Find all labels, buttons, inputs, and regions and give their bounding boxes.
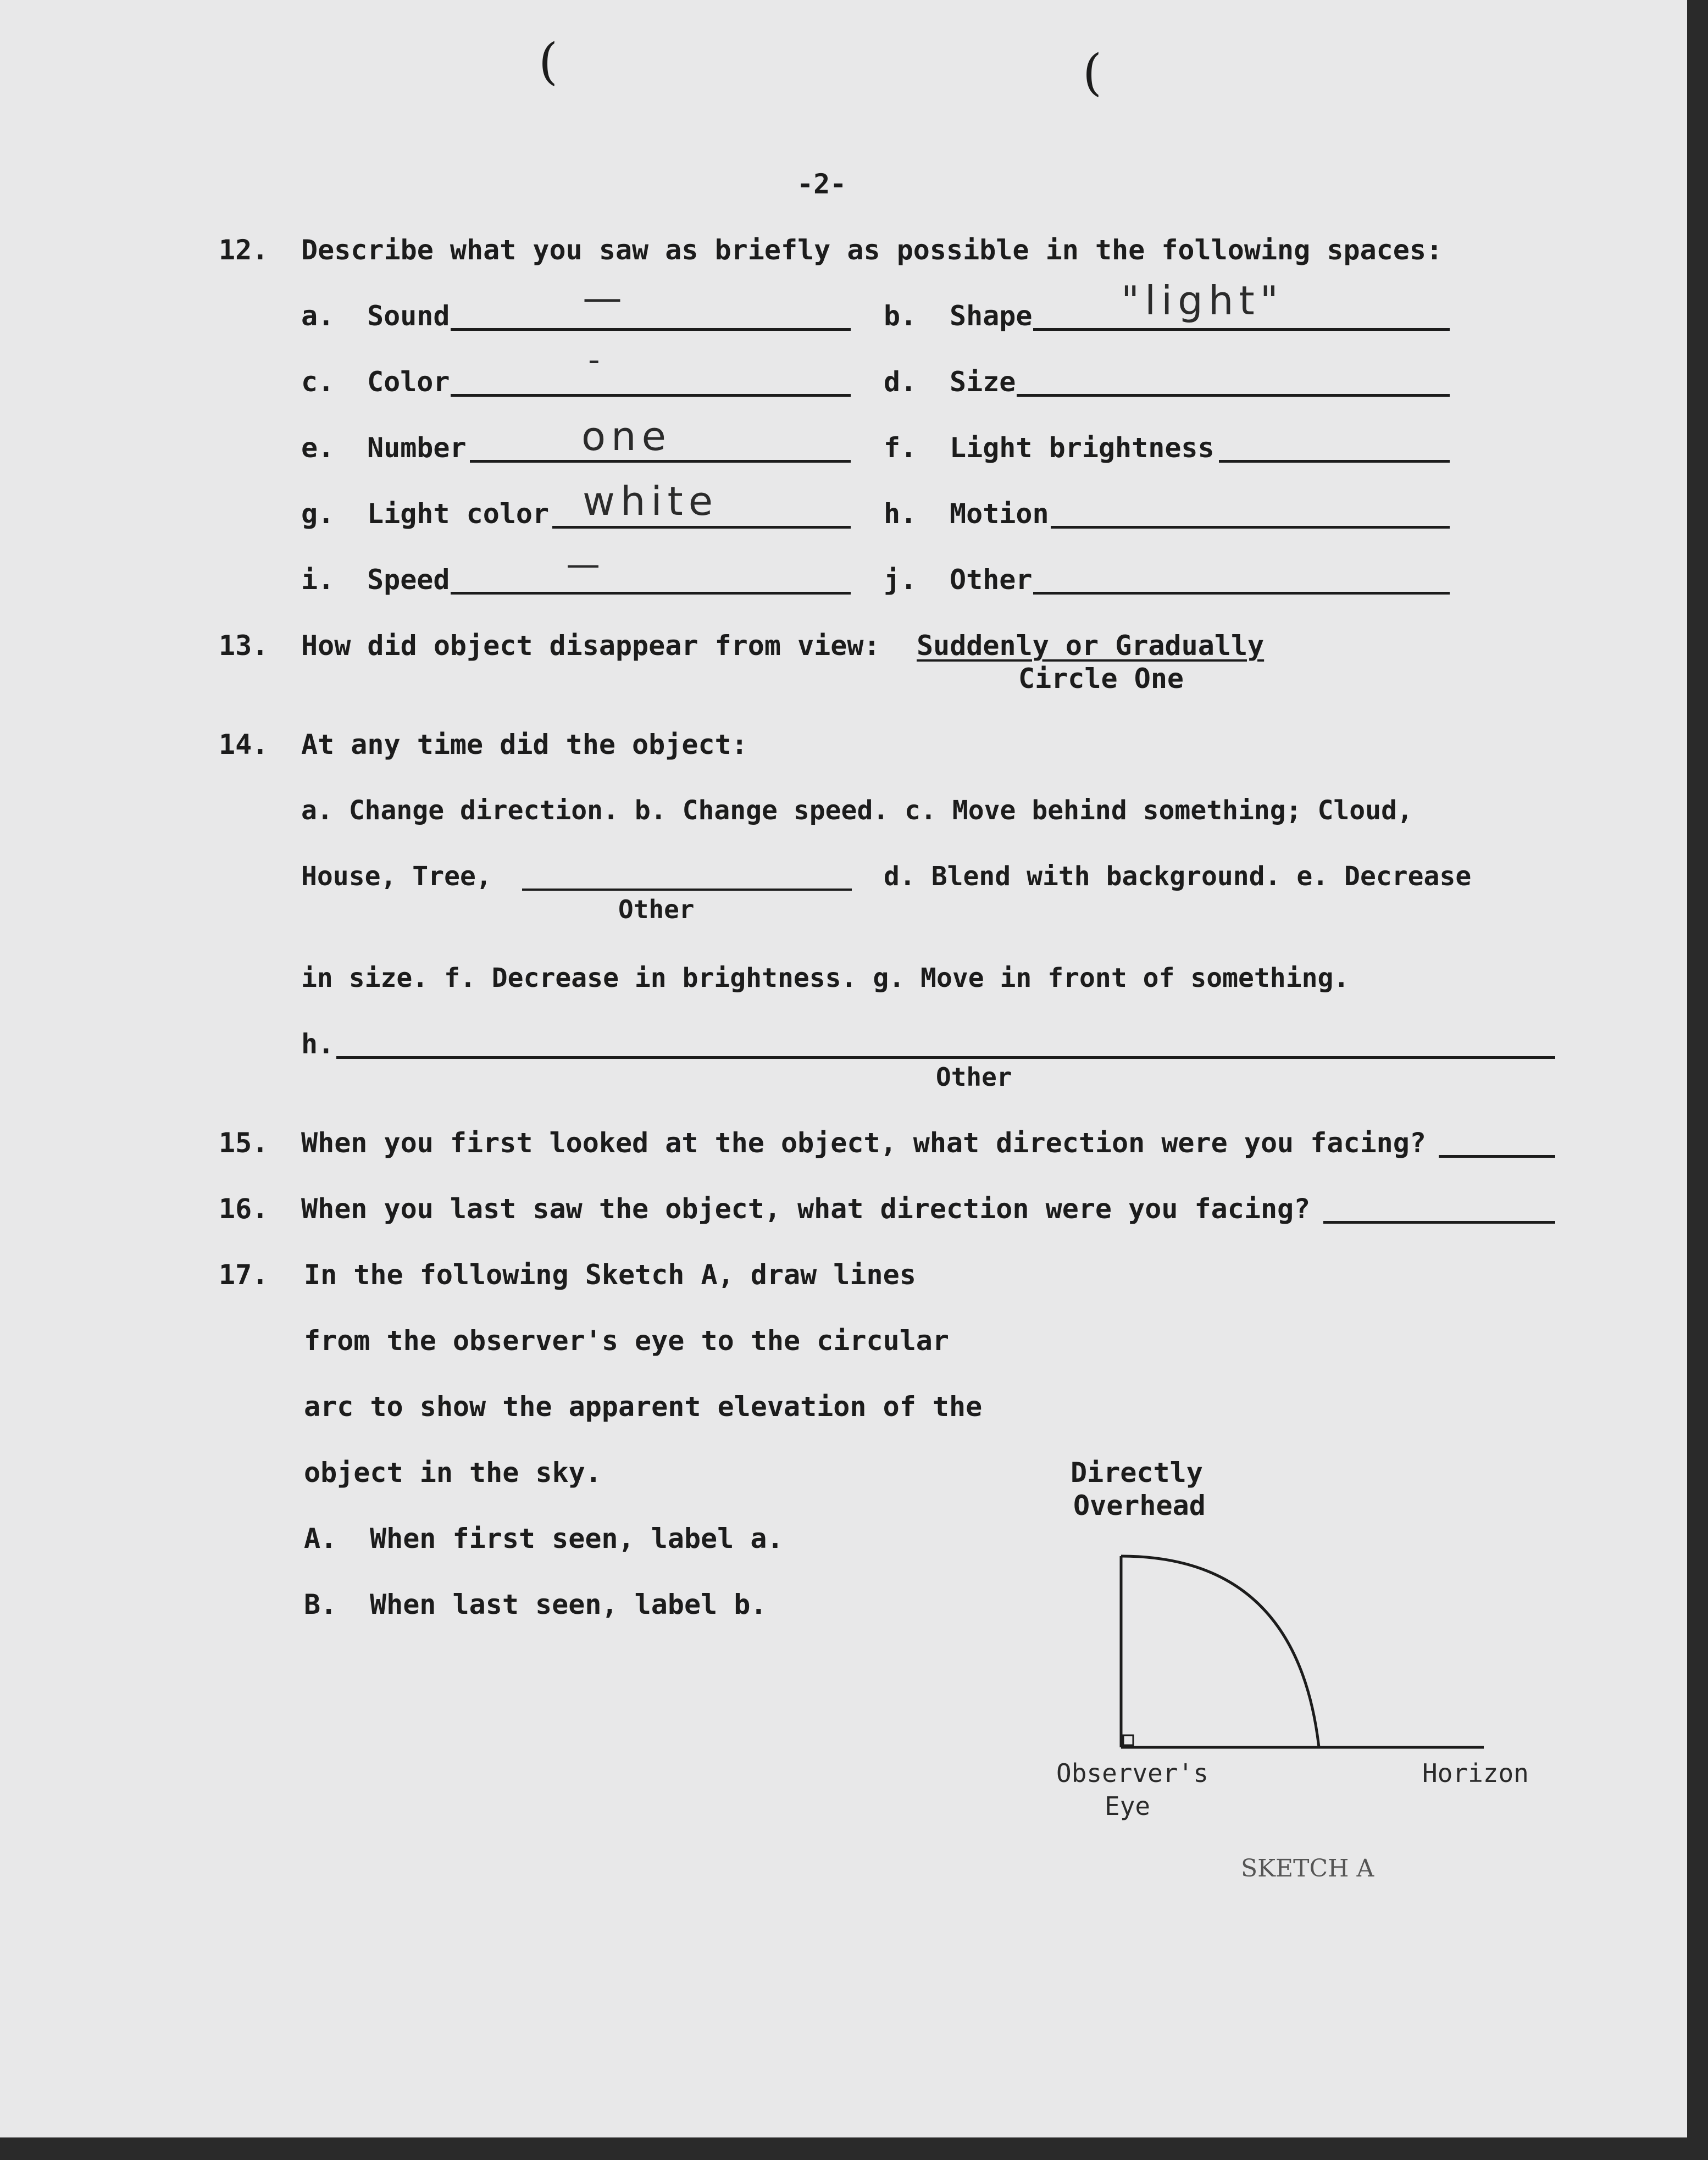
q17-item-text: When last seen, label b. — [370, 1589, 767, 1620]
q16-number: 16. — [219, 1193, 269, 1225]
q13-text: How did object disappear from view: — [301, 630, 880, 662]
field-letter: a. — [301, 300, 335, 332]
q17-line: from the observer's eye to the circular — [304, 1325, 949, 1357]
q14-line2-end: d. Blend with background. e. Decrease — [884, 861, 1472, 892]
q12-text: Describe what you saw as briefly as possible in the following spaces: — [301, 234, 1443, 266]
q13-hint: Circle One — [1018, 663, 1184, 695]
field-letter: j. — [884, 564, 917, 596]
shape-value: "light" — [1121, 277, 1284, 324]
q14-line1: a. Change direction. b. Change speed. c. Move behind something; Cloud, — [301, 795, 1413, 826]
light-color-label: Light color — [367, 498, 550, 530]
margin-mark-left: ( — [539, 33, 558, 91]
light-brightness-field[interactable] — [1219, 460, 1450, 463]
other-label: Other — [950, 564, 1033, 596]
sound-label: Sound — [367, 300, 450, 332]
color-field[interactable] — [451, 394, 851, 397]
other-field[interactable] — [1033, 592, 1450, 595]
field-letter: i. — [301, 564, 335, 596]
field-letter: b. — [884, 300, 917, 332]
field-letter: h. — [884, 498, 917, 530]
q17-line: arc to show the apparent elevation of the — [304, 1391, 983, 1423]
speed-label: Speed — [367, 564, 450, 596]
color-value: - — [588, 341, 606, 379]
number-value: one — [581, 413, 672, 459]
shape-label: Shape — [950, 300, 1033, 332]
field-letter: f. — [884, 432, 917, 464]
q12-number: 12. — [219, 234, 269, 266]
q15-text: When you first looked at the object, what direction were you facing? — [301, 1127, 1426, 1159]
q13-options[interactable]: Suddenly or Gradually — [917, 630, 1265, 662]
q14-other-field[interactable] — [522, 889, 852, 891]
sketch-top-label: Overhead — [1073, 1490, 1206, 1522]
q17-item-text: When first seen, label a. — [370, 1523, 784, 1554]
shape-field[interactable] — [1033, 328, 1450, 331]
sound-field[interactable] — [451, 328, 851, 331]
number-label: Number — [367, 432, 467, 464]
light-color-value: white — [583, 478, 719, 524]
q14-h-letter: h. — [301, 1028, 335, 1060]
sound-value: — — [583, 275, 628, 321]
observer-eye-marker — [1123, 1735, 1133, 1745]
q17-line: In the following Sketch A, draw lines — [304, 1259, 916, 1291]
sketch-horizon-label: Horizon — [1422, 1758, 1529, 1788]
light-brightness-label: Light brightness — [950, 432, 1215, 464]
q14-h-field[interactable] — [336, 1056, 1555, 1059]
sketch-caption: SKETCH A — [1241, 1854, 1374, 1883]
sketch-a-diagram[interactable] — [1099, 1528, 1506, 1758]
margin-mark-right: ( — [1083, 44, 1102, 102]
sketch-top-label: Directly — [1071, 1457, 1203, 1489]
q17-item-letter: B. — [304, 1589, 337, 1620]
size-label: Size — [950, 366, 1016, 398]
sketch-eye-label: Observer's — [1056, 1758, 1208, 1788]
q17-item-letter: A. — [304, 1523, 337, 1554]
q16-text: When you last saw the object, what direction were you facing? — [301, 1193, 1311, 1225]
field-letter: e. — [301, 432, 335, 464]
q14-line3: in size. f. Decrease in brightness. g. Move in front of something. — [301, 963, 1350, 993]
q14-h-caption: Other — [936, 1062, 1012, 1092]
motion-field[interactable] — [1051, 526, 1450, 529]
sketch-eye-label: Eye — [1105, 1791, 1151, 1821]
q14-number: 14. — [219, 729, 269, 760]
q15-field[interactable] — [1439, 1155, 1555, 1158]
field-letter: g. — [301, 498, 335, 530]
color-label: Color — [367, 366, 450, 398]
q14-line2-start: House, Tree, — [301, 861, 492, 892]
speed-value: — — [566, 544, 606, 584]
q14-text: At any time did the object: — [301, 729, 748, 760]
field-letter: c. — [301, 366, 335, 398]
q13-number: 13. — [219, 630, 269, 662]
field-letter: d. — [884, 366, 917, 398]
light-color-field[interactable] — [552, 526, 851, 529]
q17-line: object in the sky. — [304, 1457, 602, 1489]
motion-label: Motion — [950, 498, 1049, 530]
elevation-arc — [1121, 1556, 1319, 1747]
size-field[interactable] — [1017, 394, 1450, 397]
q17-number: 17. — [219, 1259, 269, 1291]
number-field[interactable] — [470, 460, 851, 463]
q14-other-caption: Other — [618, 895, 695, 924]
q15-number: 15. — [219, 1127, 269, 1159]
q16-field[interactable] — [1323, 1221, 1555, 1224]
speed-field[interactable] — [451, 592, 851, 595]
page-number: -2- — [797, 168, 847, 200]
